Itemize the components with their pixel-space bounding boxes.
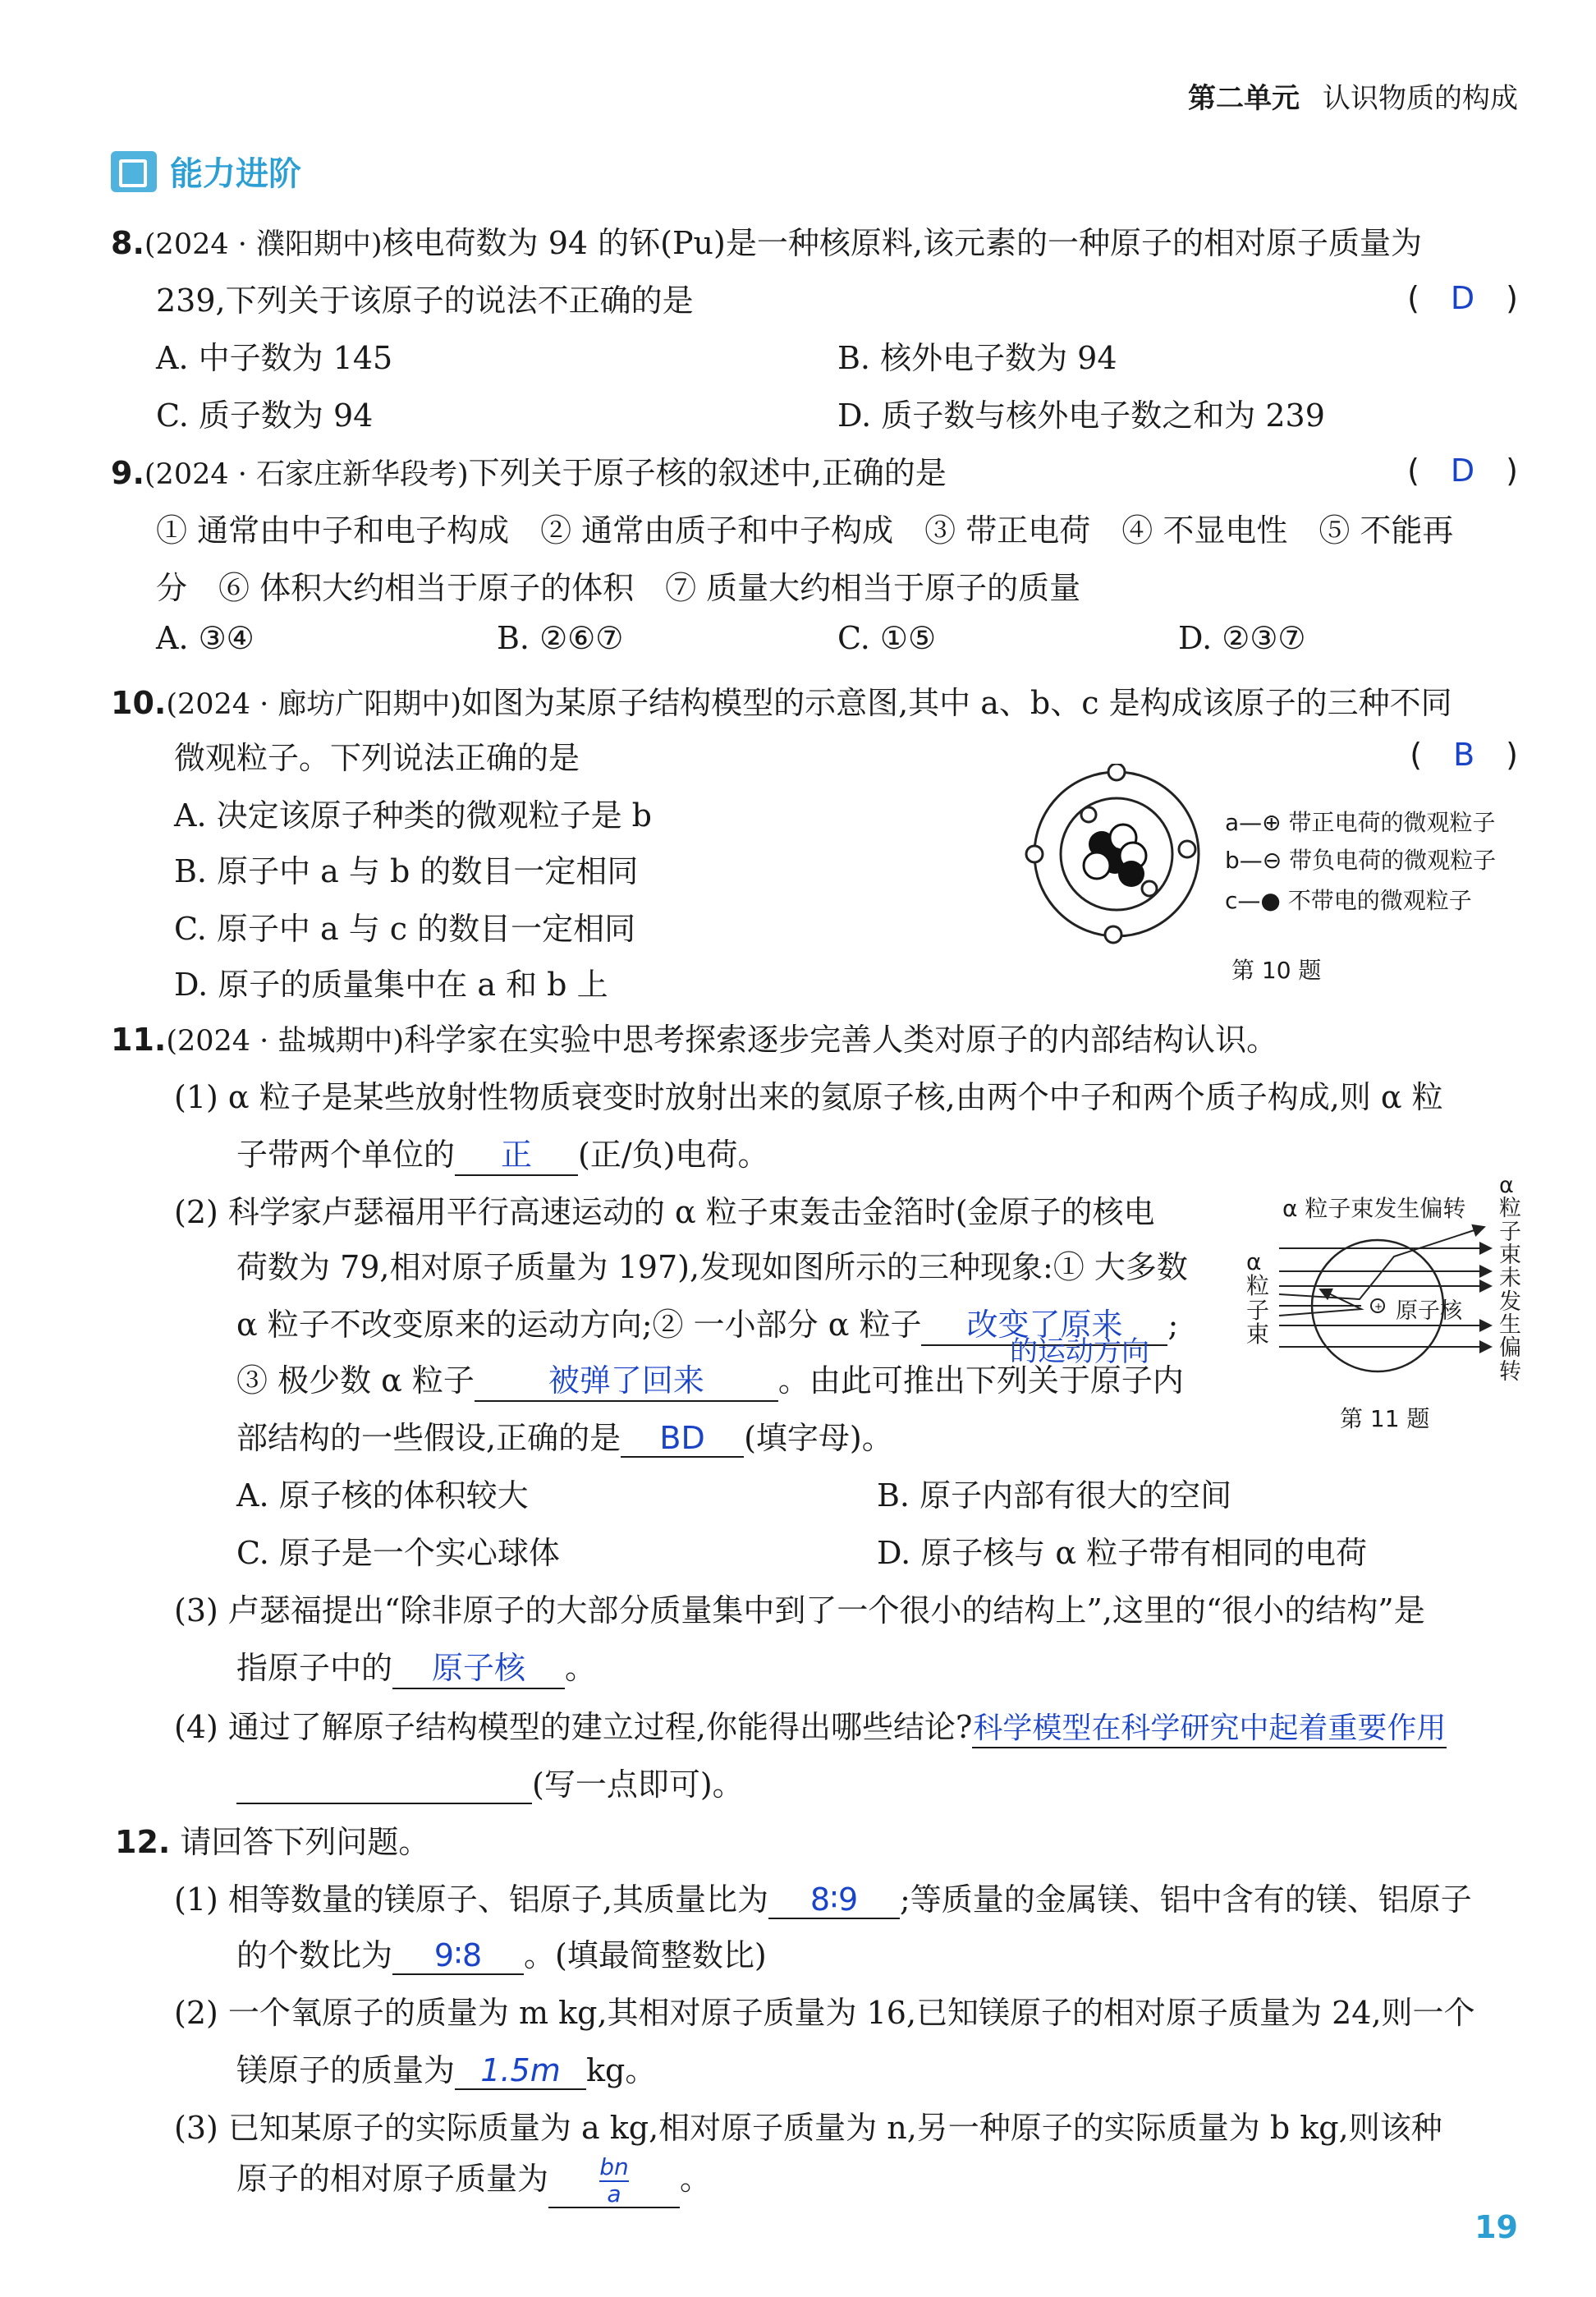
legend-b: b—⊖ 带负电荷的微观粒子 [1225, 847, 1497, 874]
q11-part4-line2 [236, 1759, 744, 1804]
q11-p4-text: (4) 通过了解原子结构模型的建立过程,你能得出哪些结论? [174, 1709, 973, 1745]
q10-stem-line2: 微观粒子。下列说法正确的是 [174, 740, 580, 776]
q12-p1-text3: 的个数比为 [236, 1937, 393, 1973]
fig11-nucleus-label: 原子核 [1396, 1298, 1462, 1324]
q11-p2-answer1b: 的运动方向 [1010, 1335, 1149, 1368]
q11-part2-line4 [236, 1355, 1184, 1402]
q12-p1-text4: 。(填最简整数比) [524, 1937, 767, 1973]
q10-option-c: C. 原子中 a 与 c 的数目一定相同 [174, 911, 636, 947]
atom-model-diagram [1018, 764, 1215, 944]
q11-part3-line2: 指原子中的 原子核 。 [236, 1642, 596, 1689]
q10-option-b: B. 原子中 a 与 b 的数目一定相同 [174, 853, 639, 889]
q11-part2-line1: (2) 科学家卢瑟福用平行高速运动的 α 粒子束轰击金箔时(金原子的核电 [174, 1194, 1155, 1230]
q11-part2-line5 [236, 1413, 893, 1458]
q11-p2-text2: ③ 极少数 α 粒子 [236, 1362, 475, 1399]
q11-p1-answer: 正 [455, 1129, 578, 1176]
q11-part1-line2 [236, 1129, 768, 1176]
q12-part3-line2 [236, 2153, 711, 2208]
q8-stem-line2: 239,下列关于该原子的说法不正确的是 [156, 283, 694, 319]
q11-p3-text: 指原子中的 [236, 1650, 393, 1686]
q11-source: (2024 · 盐城期中) [166, 1025, 405, 1058]
q11-p1-text: 子带两个单位的 [236, 1137, 456, 1173]
q8-option-a: A. 中子数为 145 [156, 340, 393, 376]
q11-part2-line3: α 粒子不改变原来的运动方向;② 一小部分 α 粒子 改变了原来 ; [236, 1299, 1178, 1346]
q12-part3-line1: (3) 已知某原子的实际质量为 a kg,相对原子质量为 n,另一种原子的实际质量为 b kg,则该种 [174, 2110, 1442, 2146]
q9-option-d: D. ②③⑦ [1178, 620, 1306, 656]
q10-answer-box: ( B ) [1410, 737, 1518, 773]
figure11-caption: 第 11 题 [1340, 1405, 1430, 1432]
alpha-scattering-diagram [1271, 1224, 1497, 1396]
q8-stem1: 核电荷数为 94 的钚(Pu)是一种核原料,该元素的一种原子的相对原子质量为 [382, 225, 1422, 261]
q12-stem-text: 请回答下列问题。 [180, 1824, 430, 1860]
q9-option-a: A. ③④ [156, 620, 255, 656]
q11-option-d: D. 原子核与 α 粒子带有相同的电荷 [877, 1535, 1368, 1571]
q10-answer: B [1453, 737, 1475, 773]
q11-part2-line2: 荷数为 79,相对原子质量为 197),发现如图所示的三种现象:① 大多数 [236, 1249, 1188, 1285]
q8-number: 8. [111, 225, 144, 261]
q12-p3-answer-numerator: bn [599, 2152, 629, 2180]
q9-stem [111, 448, 947, 493]
q12-p1-answer2: 9∶8 [392, 1937, 524, 1975]
q11-number: 11. [111, 1022, 167, 1058]
q8-answer-box: ( D ) [1407, 280, 1518, 316]
q12-p3-text: 原子的相对原子质量为 [236, 2161, 549, 2197]
fig11-top-label: α 粒子束发生偏转 [1282, 1195, 1466, 1222]
fig11-left-label: α粒子束 [1246, 1248, 1270, 1348]
q12-p1-text: (1) 相等数量的镁原子、铝原子,其质量比为 [174, 1881, 768, 1918]
q8-option-c: C. 质子数为 94 [156, 397, 374, 434]
q12-p3-answer-fraction [599, 2152, 629, 2207]
q9-source: (2024 · 石家庄新华段考) [144, 458, 469, 491]
q9-number: 9. [111, 455, 144, 491]
q11-part4-line1 [174, 1702, 1447, 1748]
q11-p2-answer1a: 改变了原来 [921, 1299, 1167, 1346]
section-title-text: 能力进阶 [170, 155, 301, 193]
q9-items-line2: 分 ⑥ 体积大约相当于原子的体积 ⑦ 质量大约相当于原子的质量 [156, 570, 1081, 606]
q9-answer-box: ( D ) [1407, 453, 1518, 489]
q11-p3-answer: 原子核 [392, 1642, 565, 1689]
q11-stem-text: 科学家在实验中思考探索逐步完善人类对原子的内部结构认识。 [404, 1022, 1278, 1058]
q12-p2-tail: kg。 [586, 2052, 657, 2088]
q10-source: (2024 · 廊坊广阳期中) [166, 688, 462, 721]
q12-p1-text2: ;等质量的金属镁、铝中含有的镁、铝原子 [900, 1881, 1472, 1918]
q10-option-d: D. 原子的质量集中在 a 和 b 上 [174, 967, 608, 1003]
q8-stem-line1 [111, 218, 1422, 263]
q9-items-line1: ① 通常由中子和电子构成 ② 通常由质子和中子构成 ③ 带正电荷 ④ 不显电性 ⑤ 不能再 [156, 512, 1454, 549]
q11-part1-line1: (1) α 粒子是某些放射性物质衰变时放射出来的氦原子核,由两个中子和两个质子构成,则 α 粒 [174, 1079, 1443, 1115]
q12-stem [115, 1817, 429, 1862]
q8-option-b: B. 核外电子数为 94 [837, 340, 1117, 376]
q11-p2-text4: 部结构的一些假设,正确的是 [236, 1420, 621, 1456]
q8-source: (2024 · 濮阳期中) [144, 228, 383, 261]
q11-stem [111, 1014, 1277, 1059]
page-number: 19 [1474, 2209, 1518, 2245]
q11-p2-text3: 。由此可推出下列关于原子内 [777, 1362, 1184, 1399]
q10-number: 10. [111, 685, 167, 721]
q12-p1-answer1: 8∶9 [768, 1881, 900, 1919]
q11-p1-tail: (正/负)电荷。 [578, 1137, 769, 1173]
q10-stem1: 如图为某原子结构模型的示意图,其中 a、b、c 是构成该原子的三种不同 [461, 685, 1452, 721]
pencil-note-icon [111, 151, 157, 192]
q11-p2-answer3: BD [621, 1420, 744, 1458]
q8-option-d: D. 质子数与核外电子数之和为 239 [837, 397, 1325, 434]
q11-part3-line1: (3) 卢瑟福提出“除非原子的大部分质量集中到了一个很小的结构上”,这里的“很小的结构”是 [174, 1592, 1425, 1629]
q9-answer: D [1450, 453, 1475, 489]
q10-option-a: A. 决定该原子种类的微观粒子是 b [174, 797, 653, 834]
page-header [1188, 76, 1518, 116]
q12-p2-text: 镁原子的质量为 [236, 2052, 456, 2088]
q11-p4-answer: 科学模型在科学研究中起着重要作用 [972, 1705, 1447, 1748]
section-title [111, 148, 301, 195]
q12-part2-line2 [236, 2045, 656, 2090]
q11-option-c: C. 原子是一个实心球体 [236, 1535, 560, 1571]
q11-option-b: B. 原子内部有很大的空间 [877, 1477, 1232, 1514]
q12-p3-tail: 。 [680, 2161, 712, 2197]
q8-answer: D [1450, 280, 1475, 316]
q12-part2-line1: (2) 一个氧原子的质量为 m kg,其相对原子质量为 16,已知镁原子的相对原子质量为 24,则一个 [174, 1995, 1475, 2031]
q12-number: 12. [115, 1824, 171, 1860]
q12-part1-line2 [236, 1930, 767, 1975]
q9-option-c: C. ①⑤ [837, 620, 937, 656]
q11-p2-text5: (填字母)。 [744, 1420, 893, 1456]
q12-part1-line1 [174, 1874, 1472, 1919]
fig11-right-label: α粒子束未发生偏转 [1499, 1173, 1521, 1385]
figure10-caption: 第 10 题 [1231, 957, 1322, 984]
q11-p2-text: α 粒子不改变原来的运动方向;② 一小部分 α 粒子 [236, 1307, 922, 1343]
legend-a: a—⊕ 带正电荷的微观粒子 [1225, 809, 1496, 836]
legend-c: c—● 不带电的微观粒子 [1225, 887, 1472, 914]
unit-label: 第二单元 [1188, 82, 1300, 115]
q12-p3-answer-denominator: a [607, 2180, 621, 2207]
q9-option-b: B. ②⑥⑦ [497, 620, 624, 656]
unit-title: 认识物质的构成 [1323, 82, 1518, 115]
q11-option-a: A. 原子核的体积较大 [236, 1477, 529, 1514]
q9-stem-text: 下列关于原子核的叙述中,正确的是 [468, 455, 947, 491]
q12-p2-answer: 1.5m [455, 2052, 586, 2090]
q11-p4-tail: (写一点即可)。 [532, 1766, 744, 1803]
q10-stem-line1 [111, 678, 1452, 723]
q11-p2-answer2: 被弹了回来 [475, 1355, 778, 1402]
svg-text:+: + [1374, 1301, 1383, 1312]
